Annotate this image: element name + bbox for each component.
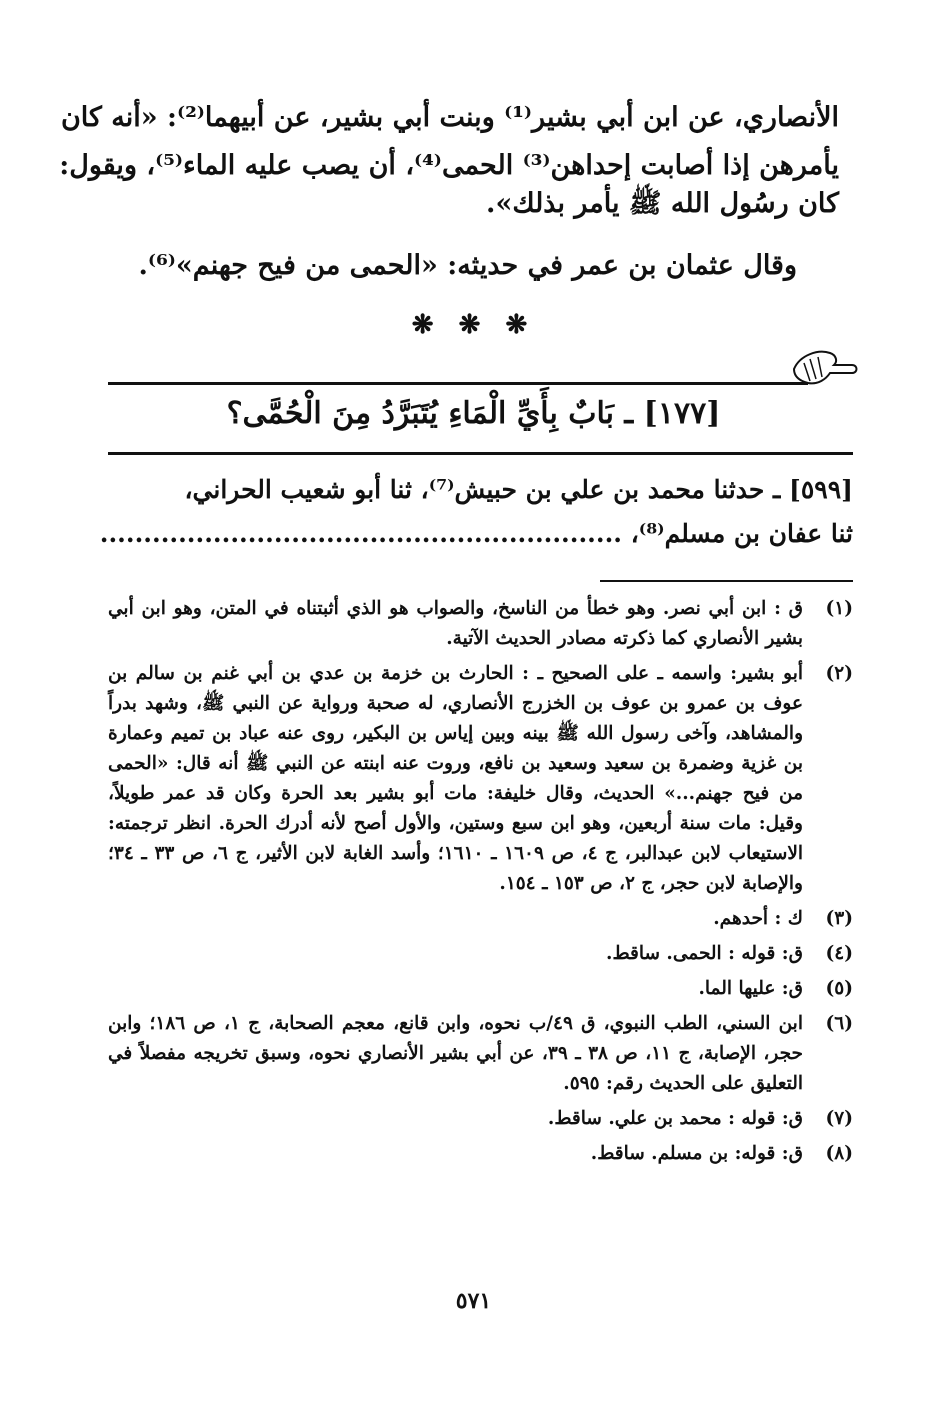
footnote-text: ك : أحدهم. xyxy=(713,908,803,929)
footnote-text: ابن السني، الطب النبوي، ق ٤٩/ب نحوه، وابن قانع، معجم الصحابة، ج ١، ص ١٨٦؛ وابن حجر، الإصابة، ج ١١، ص ٣٨ ـ ٣٩، عن أبي بشير الأنصاري نحوه، وسبق تخريجه مفصلاً في التعليق على الحديث رقم: ٥٩٥. xyxy=(108,1013,803,1094)
footnote-text: ق : ابن أبي نصر. وهو خطأ من الناسخ، والصواب هو الذي أثبتناه في المتن، وهو ابن أبي بشير الأنصاري كما ذكرته مصادر الحديث الآتية. xyxy=(108,598,803,649)
footnote-number: (٦) xyxy=(825,1013,853,1034)
footnote-text: ق: قوله : محمد بن علي. ساقط. xyxy=(547,1108,803,1129)
footnote-text: ق: قوله : الحمى. ساقط. xyxy=(606,943,803,964)
footnote-3 xyxy=(108,904,853,934)
separator-stars: ❋ ❋ ❋ xyxy=(411,310,536,340)
body-line-3: كان رسُول الله ﷺ يأمر بذلك». xyxy=(486,188,839,219)
page-number: ٥٧١ xyxy=(455,1288,492,1314)
footnote-4 xyxy=(108,939,853,969)
footnote-7 xyxy=(108,1104,853,1134)
footnotes xyxy=(108,594,853,1174)
chapter-rule-bottom xyxy=(108,452,853,455)
chapter-rule-top xyxy=(108,382,808,385)
footnote-8 xyxy=(108,1139,853,1169)
body-line-1: الأنصاري، عن ابن أبي بشير⁽¹⁾ وبنت أبي بشير، عن أبيهما⁽²⁾: «أنه كان xyxy=(60,102,839,133)
hadith-line-1: [٥٩٩] ـ حدثنا محمد بن علي بن حبيش⁽⁷⁾، ثنا أبو شعيب الحراني، xyxy=(184,475,853,504)
hand-pointer-icon xyxy=(790,345,860,397)
footnote-5 xyxy=(108,974,853,1004)
footnote-1 xyxy=(108,594,853,654)
body-line-4: وقال عثمان بن عمر في حديثه: «الحمى من فيح جهنم»⁽⁶⁾. xyxy=(138,250,797,281)
footnote-number: (٧) xyxy=(825,1108,853,1129)
footnote-number: (١) xyxy=(825,598,853,619)
footnote-text: ق: قوله: بن مسلم. ساقط. xyxy=(590,1143,803,1164)
footnote-number: (٨) xyxy=(825,1143,853,1164)
footnote-number: (٤) xyxy=(825,943,853,964)
chapter-title: [١٧٧] ـ بَابٌ بِأَيِّ الْمَاءِ يُتَبَرَّدُ مِنَ الْحُمَّى؟ xyxy=(226,396,721,431)
hadith-ellipsis: ............................................................ xyxy=(99,519,622,548)
footnote-number: (٥) xyxy=(825,978,853,999)
hadith-block xyxy=(99,468,853,556)
hadith-line-2 xyxy=(99,512,853,556)
body-line-2: يأمرهن إذا أصابت إحداهن⁽³⁾ الحمى⁽⁴⁾، أن يصب عليه الماء⁽⁵⁾، ويقول: xyxy=(59,150,839,181)
footnote-number: (٢) xyxy=(825,663,853,684)
footnote-2 xyxy=(108,659,853,899)
hadith-line-2-text: ثنا عفان بن مسلم⁽⁸⁾، xyxy=(630,519,853,548)
footnote-text: ق: عليها الما. xyxy=(698,978,803,999)
footnote-text: أبو بشير: واسمه ـ على الصحيح ـ : الحارث بن خزمة بن عدي بن أبي غنم بن سالم بن عوف بن عمرو بن عوف بن الخزرج الأنصاري، له صحبة ورواية عن النبي ﷺ، وشهد بدراً والمشاهد، وآخى رسول الله ﷺ بينه وبين إياس بن البكير، روى عنه عباد بن تميم وعمارة بن غزية وضمرة بن سعيد وسعيد بن نافع، وروت عنه ابنته عن النبي ﷺ أنه قال: «الحمى من فيح جهنم...» الحديث، وقال خليفة: مات أبو بشير بعد الحرة وكان قد عمر طويلاً، وقيل: مات سنة أربعين، وهو ابن سبع وستين، والأول أصح لأنه أدرك الحرة. انظر ترجمته: الاستيعاب لابن عبدالبر، ج ٤، ص ١٦٠٩ ـ ١٦١٠؛ وأسد الغابة لابن الأثير، ج ٦، ص ٣٣ ـ ٣٤؛ والإصابة لابن حجر، ج ٢، ص ١٥٣ ـ ١٥٤. xyxy=(108,663,804,894)
footnote-separator xyxy=(600,580,853,582)
footnote-6 xyxy=(108,1009,853,1099)
footnote-number: (٣) xyxy=(825,908,853,929)
